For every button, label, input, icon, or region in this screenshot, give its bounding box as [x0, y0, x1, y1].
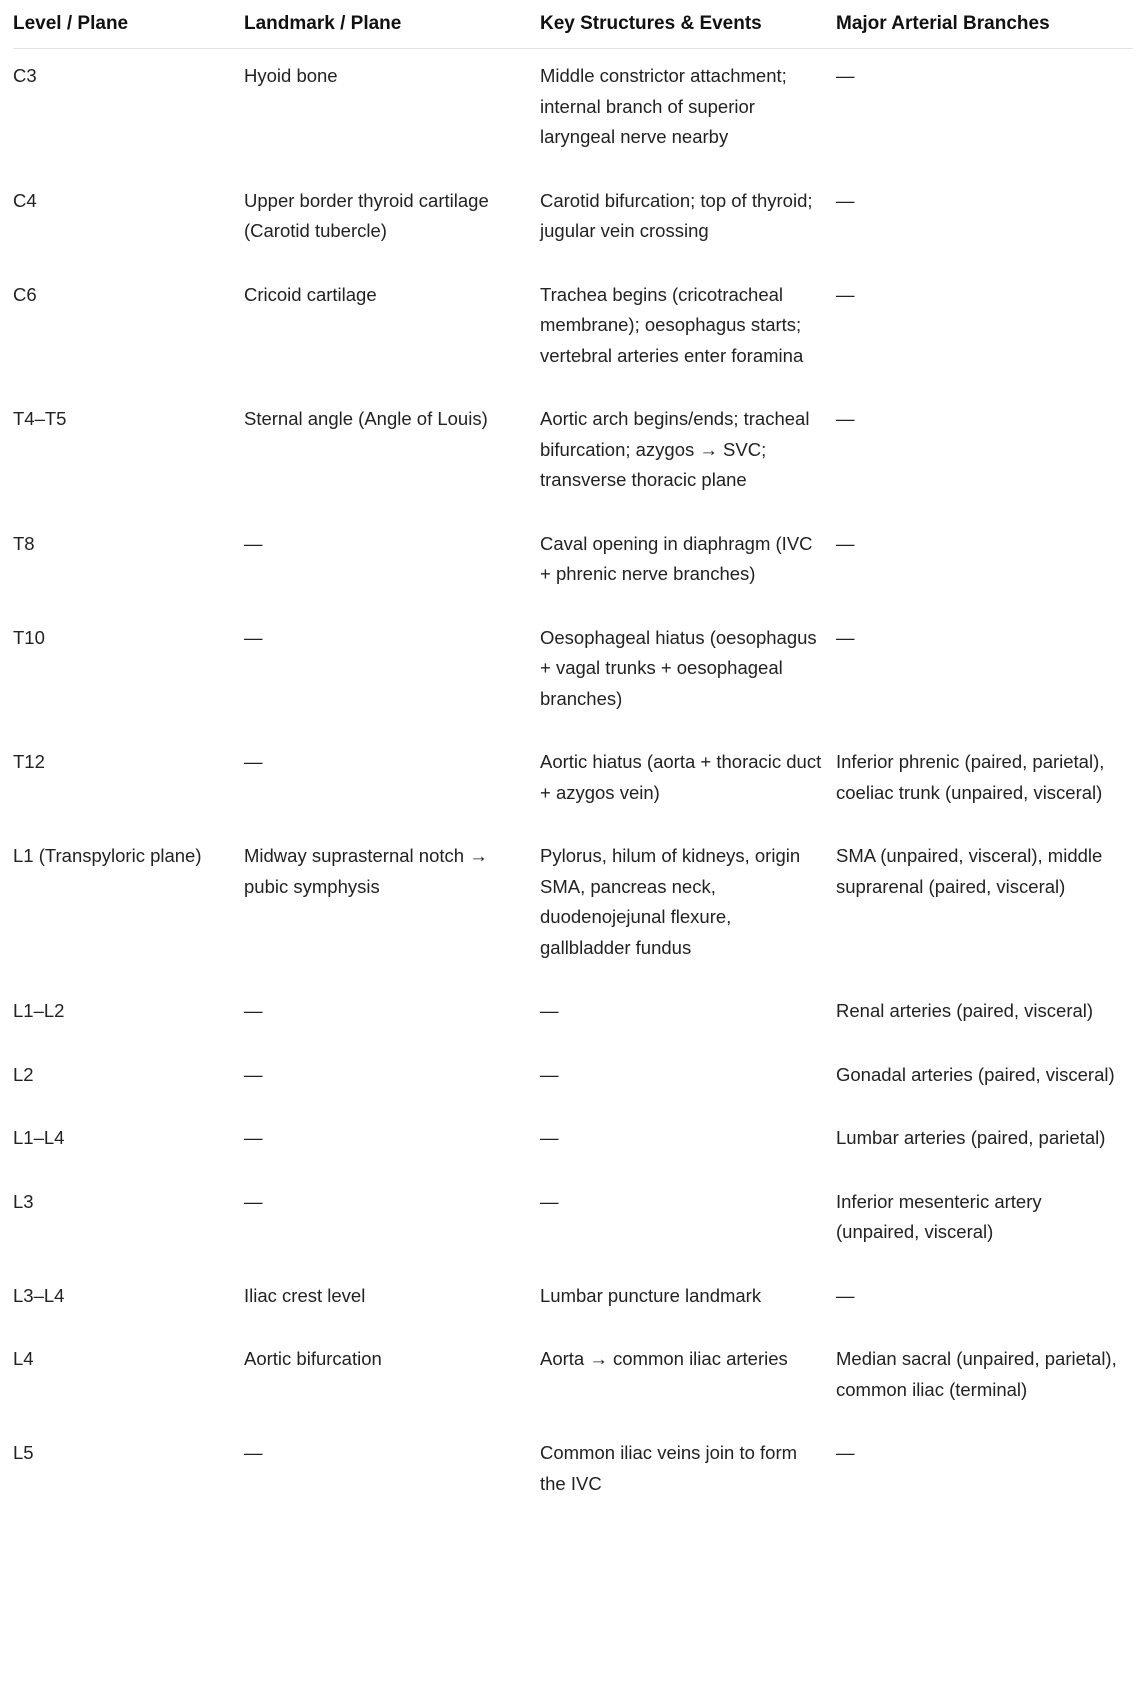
- cell-structures: Aortic arch begins/ends; tracheal bifurcation; azygos → SVC; transverse thoracic plane: [540, 408, 810, 490]
- cell-arteries: Inferior mesenteric artery (unpaired, visceral): [836, 1190, 1042, 1242]
- cell-landmark: Aortic bifurcation: [244, 1348, 382, 1369]
- cell-level: L1–L2: [13, 1000, 65, 1021]
- table-header: [13, 0, 1133, 49]
- cell-level: C6: [13, 283, 37, 305]
- cell-landmark: Cricoid cartilage: [244, 283, 377, 305]
- cell-landmark: Midway suprasternal notch → pubic symphysis: [244, 845, 488, 897]
- table-row: [13, 984, 1133, 1048]
- cell-landmark: —: [244, 1190, 263, 1212]
- cell-level: L2: [13, 1063, 34, 1085]
- cell-arteries: Gonadal arteries (paired, visceral): [836, 1063, 1115, 1085]
- cell-arteries: —: [836, 626, 855, 648]
- cell-structures: Middle constrictor attachment; internal branch of superior laryngeal nerve nearby: [540, 65, 787, 147]
- cell-landmark: —: [244, 751, 263, 772]
- cell-structures: Lumbar puncture landmark: [540, 1284, 762, 1306]
- cell-structures: —: [540, 1063, 559, 1085]
- cell-arteries: —: [836, 408, 855, 429]
- cell-level: L1–L4: [13, 1127, 65, 1148]
- cell-structures: Common iliac veins join to form the IVC: [540, 1442, 798, 1494]
- cell-arteries: Renal arteries (paired, visceral): [836, 1000, 1094, 1021]
- table-row: [13, 174, 1133, 268]
- cell-level: L3–L4: [13, 1284, 65, 1306]
- cell-landmark: Upper border thyroid cartilage (Carotid tubercle): [244, 189, 489, 241]
- cell-landmark: —: [244, 532, 263, 554]
- cell-landmark: Hyoid bone: [244, 65, 338, 86]
- table-row: [13, 1332, 1133, 1426]
- cell-landmark: Iliac crest level: [244, 1284, 366, 1306]
- table-row: [13, 1426, 1133, 1520]
- cell-structures: Oesophageal hiatus (oesophagus + vagal trunks + oesophageal branches): [540, 626, 817, 709]
- cell-arteries: —: [836, 532, 855, 554]
- cell-structures: Aortic hiatus (aorta + thoracic duct + azygos vein): [540, 751, 822, 803]
- table-row: [13, 392, 1133, 517]
- table-row: [13, 268, 1133, 393]
- cell-arteries: Lumbar arteries (paired, parietal): [836, 1127, 1106, 1148]
- header-level: Level / Plane: [13, 0, 244, 49]
- cell-arteries: —: [836, 283, 855, 305]
- cell-structures: Trachea begins (cricotracheal membrane); oesophagus starts; vertebral arteries enter foramina: [540, 283, 804, 366]
- header-landmark: Landmark / Plane: [244, 0, 540, 49]
- table-row: [13, 1269, 1133, 1333]
- cell-arteries: SMA (unpaired, visceral), middle suprarenal (paired, visceral): [836, 845, 1103, 897]
- cell-arteries: —: [836, 189, 855, 211]
- cell-arteries: —: [836, 65, 855, 86]
- cell-landmark: Sternal angle (Angle of Louis): [244, 408, 488, 429]
- cell-level: C3: [13, 65, 37, 86]
- cell-landmark: —: [244, 1063, 263, 1085]
- table-row: [13, 611, 1133, 736]
- cell-structures: Pylorus, hilum of kidneys, origin SMA, pancreas neck, duodenojejunal flexure, gallbladder fundus: [540, 845, 801, 958]
- header-row: [13, 0, 1133, 49]
- cell-structures: —: [540, 1127, 559, 1148]
- cell-structures: —: [540, 1190, 559, 1212]
- header-arteries: Major Arterial Branches: [836, 0, 1133, 49]
- cell-level: L4: [13, 1348, 34, 1369]
- cell-arteries: —: [836, 1442, 855, 1463]
- cell-level: T4–T5: [13, 408, 67, 429]
- cell-level: L3: [13, 1190, 34, 1212]
- table-row: [13, 735, 1133, 829]
- cell-landmark: —: [244, 1127, 263, 1148]
- table-row: [13, 1111, 1133, 1175]
- cell-level: T10: [13, 626, 45, 648]
- table-row: [13, 1175, 1133, 1269]
- table-body: [13, 49, 1133, 1521]
- table-row: [13, 517, 1133, 611]
- cell-structures: —: [540, 1000, 559, 1021]
- cell-level: T12: [13, 751, 45, 772]
- table-row: [13, 829, 1133, 984]
- cell-landmark: —: [244, 1442, 263, 1463]
- cell-landmark: —: [244, 626, 263, 648]
- cell-level: L5: [13, 1442, 34, 1463]
- cell-structures: Aorta → common iliac arteries: [540, 1348, 788, 1369]
- vertebral-levels-table: [13, 0, 1133, 1520]
- cell-arteries: —: [836, 1284, 855, 1306]
- cell-level: C4: [13, 189, 37, 211]
- cell-landmark: —: [244, 1000, 263, 1021]
- cell-level: T8: [13, 532, 35, 554]
- table-row: [13, 1048, 1133, 1112]
- cell-arteries: Median sacral (unpaired, parietal), common iliac (terminal): [836, 1348, 1117, 1400]
- table-row: [13, 49, 1133, 174]
- header-structures: Key Structures & Events: [540, 0, 836, 49]
- cell-structures: Caval opening in diaphragm (IVC + phrenic nerve branches): [540, 532, 813, 584]
- cell-arteries: Inferior phrenic (paired, parietal), coeliac trunk (unpaired, visceral): [836, 751, 1105, 803]
- cell-structures: Carotid bifurcation; top of thyroid; jugular vein crossing: [540, 189, 813, 241]
- cell-level: L1 (Transpyloric plane): [13, 845, 202, 866]
